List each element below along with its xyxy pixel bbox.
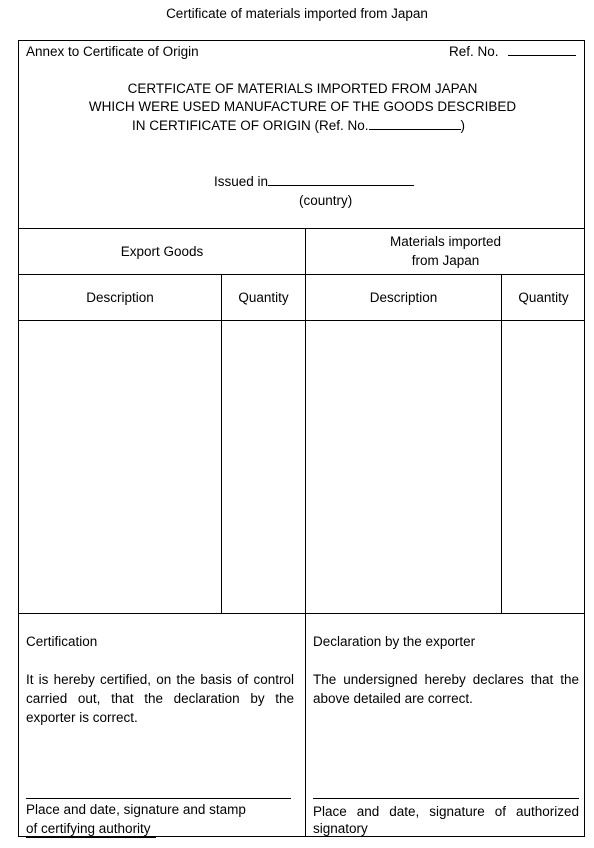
heading-line-2: WHICH WERE USED MANUFACTURE OF THE GOODS DESCRIBED (88, 99, 517, 114)
ref-no-row (449, 44, 576, 59)
declaration-signature-label-1: Place and date, signature of authorized (313, 804, 579, 819)
material-quantity-cell[interactable] (502, 321, 585, 613)
certification-underline (26, 837, 156, 838)
col-quantity-left: Quantity (238, 290, 289, 305)
issued-in-country-field[interactable] (268, 185, 414, 186)
export-description-cell[interactable] (19, 321, 221, 613)
issued-in-row (214, 174, 414, 189)
ref-no-field[interactable] (508, 55, 576, 56)
annex-label: Annex to Certificate of Origin (26, 44, 199, 59)
certification-body: It is hereby certified, on the basis of control carried out, that the declaration by the exporter is correct. (26, 672, 294, 725)
certification-title: Certification (26, 634, 98, 649)
issued-in-label: Issued in (214, 174, 269, 189)
certificate-form (18, 40, 585, 837)
export-goods-header: Export Goods (120, 244, 204, 259)
declaration-body: The undersigned hereby declares that the above detailed are correct. (313, 672, 579, 706)
ref-no-label: Ref. No. (449, 44, 499, 59)
material-description-cell[interactable] (306, 321, 501, 613)
declaration-signature-label-2: signatory (313, 821, 368, 836)
certification-signature-label-1: Place and date, signature and stamp (26, 802, 246, 817)
heading-line-3-suffix: ) (460, 118, 466, 133)
col-description-right: Description (369, 290, 438, 305)
col-quantity-right: Quantity (518, 290, 569, 305)
materials-header-line-1: Materials imported (389, 234, 502, 249)
origin-ref-no-field[interactable] (369, 129, 461, 130)
header-divider (19, 228, 585, 229)
export-quantity-cell[interactable] (222, 321, 305, 613)
col-description-left: Description (86, 290, 154, 305)
heading-line-3-prefix: IN CERTIFICATE OF ORIGIN (Ref. No. (132, 118, 369, 133)
declaration-title: Declaration by the exporter (313, 634, 476, 649)
document-title: Certificate of materials imported from Japan (166, 6, 428, 21)
country-hint: (country) (299, 193, 353, 208)
materials-header-line-2: from Japan (411, 253, 480, 268)
certification-signature-label-2: of certifying authority (26, 821, 151, 836)
heading-line-3 (132, 118, 465, 133)
table-bottom-divider (19, 613, 585, 614)
declaration-signature-line (313, 798, 579, 799)
certification-signature-line (26, 798, 291, 799)
heading-line-1: CERTFICATE OF MATERIALS IMPORTED FROM JAPAN (127, 81, 478, 96)
